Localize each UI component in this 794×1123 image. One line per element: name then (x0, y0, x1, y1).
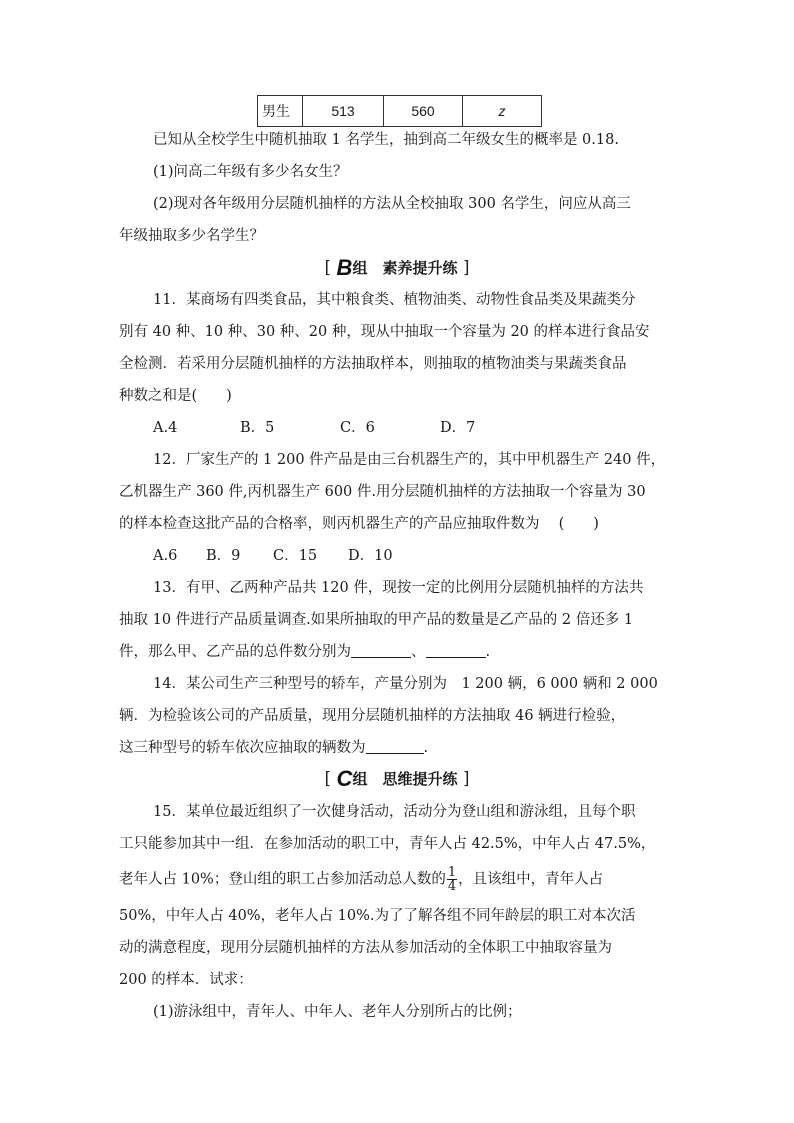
answer-blank-3 (366, 738, 424, 754)
problem10-q2-line2: 年级抽取多少名学生？ (119, 228, 264, 244)
section-title: 组 思维提升练 (352, 770, 458, 788)
problem15-line3-text-a: 老年人占 10%；登山组的职工占参加活动总人数的 (119, 871, 446, 888)
problem11-line4: 种数之和是( ) (119, 388, 232, 404)
problem11-line2: 别有 40 种、10 种、30 种、20 种，现从中抽取一个容量为 20 的样本进行食品安 (119, 324, 650, 340)
problem14-line3 (119, 738, 428, 758)
answer-blank-2 (426, 642, 486, 658)
fraction-numerator: 1 (447, 865, 457, 880)
table-cell: 560 (384, 96, 463, 127)
problem12-line3: 的样本检查这批产品的合格率，则丙机器生产的产品应抽取件数为 ( ) (119, 516, 599, 532)
answer-blank-1 (351, 642, 411, 658)
table-row (258, 96, 542, 127)
problem14-end: . (423, 740, 429, 756)
problem11-option-d: D．7 (440, 420, 476, 436)
problem15-line1: 15．某单位最近组织了一次健身活动，活动分为登山组和游泳组，且每个职 (153, 804, 636, 820)
table-cell: z (463, 96, 542, 127)
problem11-option-b: B．5 (240, 420, 275, 436)
section-title: 组 素养提升练 (352, 259, 458, 277)
table-cell: 513 (303, 96, 384, 127)
problem14-line2: 辆．为检验该公司的产品质量，现用分层随机抽样的方法抽取 46 辆进行检验， (119, 708, 626, 724)
table-cell-label: 男生 (258, 96, 303, 127)
problem13-line3-text: 件，那么甲、乙产品的总件数分别为 (119, 644, 351, 660)
problem15-q1: (1)游泳组中，青年人、中年人、老年人分别所占的比例； (153, 1004, 522, 1020)
problem12-option-c: C．15 (273, 548, 318, 564)
problem12-line2: 乙机器生产 360 件,丙机器生产 600 件.用分层随机抽样的方法抽取一个容量为 30 (119, 484, 646, 500)
problem15-line4: 50%，中年人占 40%，老年人占 10%.为了了解各组不同年龄层的职工对本次活 (119, 908, 636, 924)
problem11-option-c: C．6 (340, 420, 375, 436)
problem14-line3-text: 这三种型号的轿车依次应抽取的辆数为 (119, 740, 366, 756)
bracket-close: ] (457, 769, 470, 789)
problem12-line1: 12．厂家生产的 1 200 件产品是由三台机器生产的，其中甲机器生产 240 件， (153, 452, 666, 468)
problem10-stem: 已知从全校学生中随机抽取 1 名学生，抽到高二年级女生的概率是 0.18. (153, 132, 619, 148)
problem15-line3 (119, 866, 603, 893)
section-letter: B (336, 255, 353, 280)
problem13-line1: 13．有甲、乙两种产品共 120 件，现按一定的比例用分层随机抽样的方法共 (153, 580, 644, 596)
problem14-line1: 14．某公司生产三种型号的轿车，产量分别为 1 200 辆，6 000 辆和 2 000 (153, 676, 658, 692)
problem15-line5: 动的满意程度，现用分层随机抽样的方法从参加活动的全体职工中抽取容量为 (119, 940, 612, 956)
problem12-option-a: A.6 (153, 548, 178, 564)
problem15-line2: 工只能参加其中一组．在参加活动的职工中，青年人占 42.5%，中年人占 47.5%， (119, 836, 656, 852)
problem13-line2: 抽取 10 件进行产品质量调查.如果所抽取的甲产品的数量是乙产品的 2 倍还多 1 (119, 612, 634, 628)
problem15-line3-text-b: ，且该组中，青年人占 (458, 871, 604, 888)
problem13-end: . (485, 644, 491, 660)
problem10-q1: (1)问高二年级有多少名女生？ (153, 164, 348, 180)
student-count-table (257, 95, 542, 127)
problem11-line1: 11．某商场有四类食品，其中粮食类、植物油类、动物性食品类及果蔬类分 (153, 292, 636, 308)
fraction-denominator: 4 (447, 879, 457, 894)
fraction-one-quarter (447, 866, 457, 893)
section-b-heading (0, 257, 794, 279)
bracket-open: [ (324, 258, 337, 278)
problem11-option-a: A.4 (153, 420, 178, 436)
bracket-open: [ (324, 769, 337, 789)
section-letter: C (336, 766, 353, 791)
bracket-close: ] (457, 258, 470, 278)
problem12-option-b: B．9 (206, 548, 241, 564)
problem15-line6: 200 的样本．试求： (119, 972, 253, 988)
problem13-line3 (119, 642, 490, 662)
section-c-heading (0, 768, 794, 790)
problem12-option-d: D．10 (348, 548, 393, 564)
problem10-q2-line1: (2)现对各年级用分层随机抽样的方法从全校抽取 300 名学生，问应从高三 (153, 196, 631, 212)
problem13-sep: 、 (411, 644, 426, 660)
problem11-line3: 全检测．若采用分层随机抽样的方法抽取样本，则抽取的植物油类与果蔬类食品 (119, 356, 627, 372)
